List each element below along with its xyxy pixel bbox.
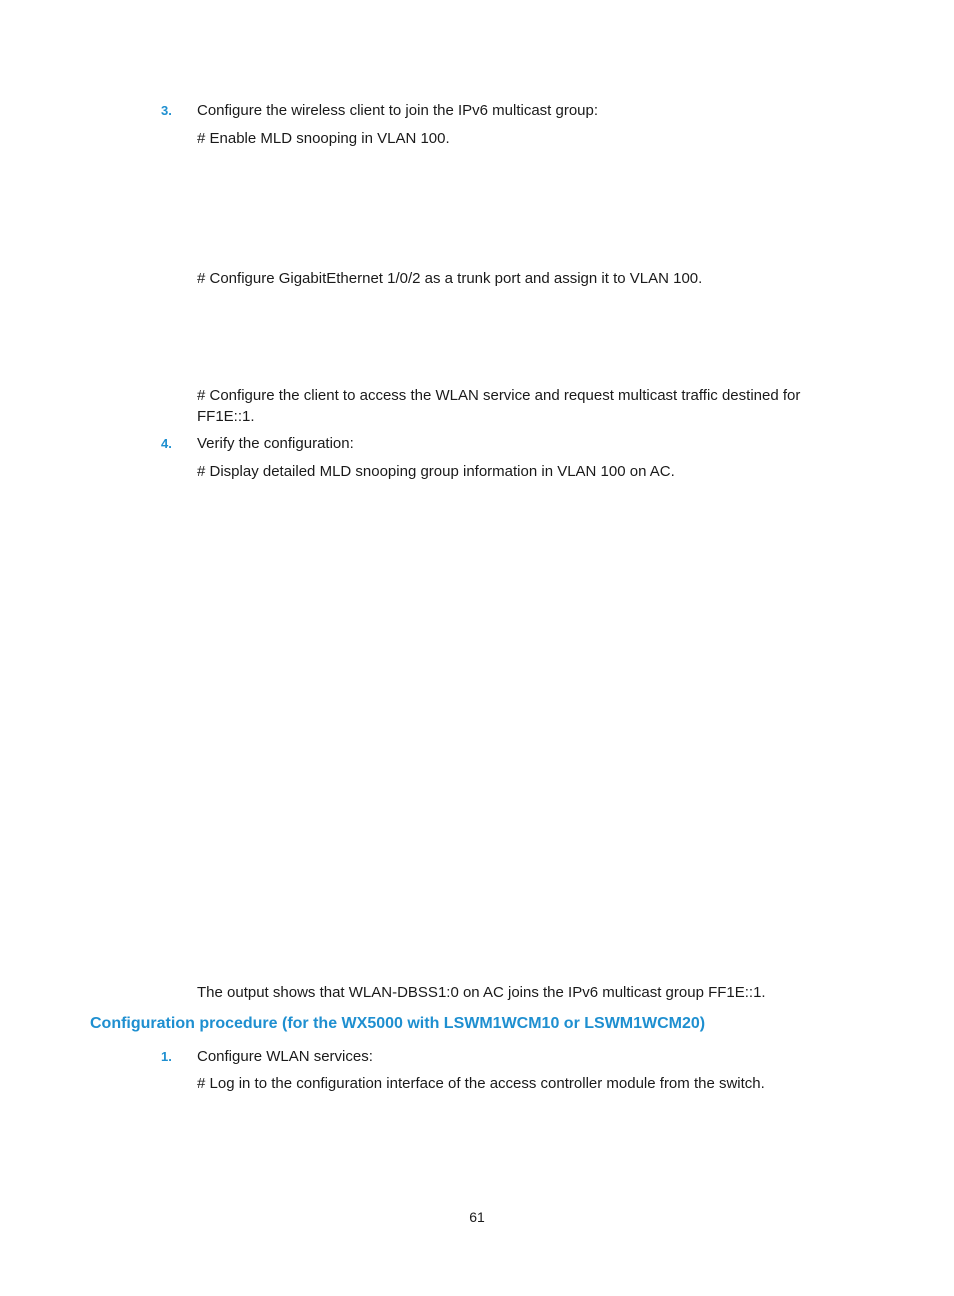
step-text: Configure the wireless client to join the IPv6 multicast group: <box>197 102 599 119</box>
comment-enable-mld: # Enable MLD snooping in VLAN 100. <box>197 130 450 147</box>
step-number: 4. <box>161 436 172 451</box>
comment-configure-client: # Configure the client to access the WLAN service and request multicast traffic destined for FF1E::1. <box>197 387 801 425</box>
step-text: Configure WLAN services: <box>197 1048 373 1065</box>
section-heading: Configuration procedure (for the WX5000 with LSWM1WCM10 or LSWM1WCM20) <box>90 1015 706 1032</box>
page-number: 61 <box>469 1209 485 1225</box>
comment-display-mld: # Display detailed MLD snooping group information in VLAN 100 on AC. <box>197 463 675 480</box>
comment-configure-trunk: # Configure GigabitEthernet 1/0/2 as a trunk port and assign it to VLAN 100. <box>197 270 703 287</box>
output-note: The output shows that WLAN-DBSS1:0 on AC joins the IPv6 multicast group FF1E::1. <box>197 984 766 1001</box>
step-text: Verify the configuration: <box>197 435 354 452</box>
step-number: 1. <box>161 1049 172 1064</box>
comment-login: # Log in to the configuration interface of the access controller module from the switch. <box>197 1075 765 1092</box>
step-number: 3. <box>161 103 172 118</box>
